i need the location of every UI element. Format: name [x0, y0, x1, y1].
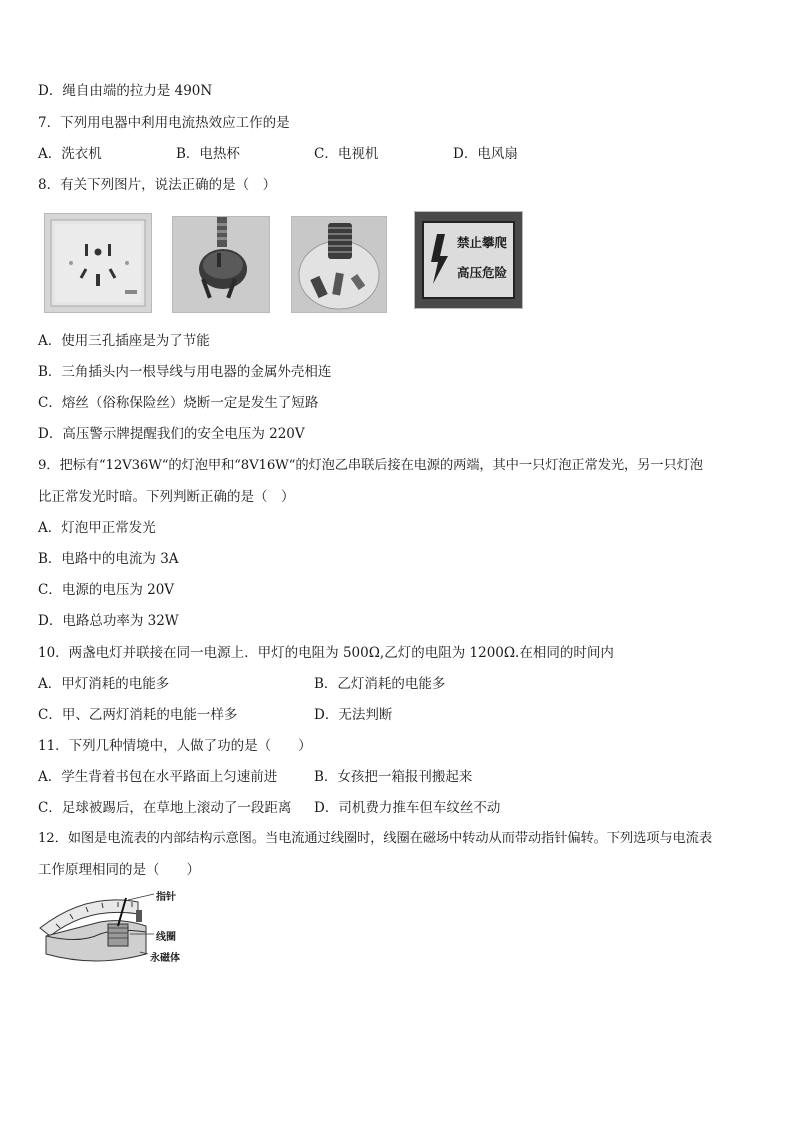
- q9-stem-line-2: 比正常发光时暗。下列判断正确的是（ ）: [38, 489, 295, 505]
- q7-stem: 7．下列用电器中利用电流热效应工作的是: [38, 115, 290, 131]
- q11-stem: 11．下列几种情境中，人做了功的是（ ）: [38, 738, 312, 754]
- q7-option-a: A．洗衣机: [38, 146, 102, 162]
- q10-option-c: C．甲、乙两灯消耗的电能一样多: [38, 707, 238, 723]
- q7-option-d: D．电风扇: [453, 146, 518, 162]
- q8-stem: 8．有关下列图片，说法正确的是（ ）: [38, 177, 277, 193]
- q11-option-b: B．女孩把一箱报刊搬起来: [314, 769, 473, 785]
- high-voltage-warning-sign-photo-icon: [414, 211, 523, 309]
- three-pin-plug-photo-icon: [172, 216, 270, 313]
- q10-option-d: D．无法判断: [314, 707, 393, 723]
- q11-option-c: C．足球被踢后，在草地上滚动了一段距离: [38, 800, 292, 816]
- q12-stem-line-1: 12．如图是电流表的内部结构示意图。当电流通过线圈时，线圈在磁场中转动从而带动指针偏转。下列选项与电流表: [38, 831, 712, 846]
- diagram-label-pointer: 指针: [156, 892, 176, 903]
- q7-option-b: B．电热杯: [176, 146, 240, 162]
- ammeter-structure-diagram-icon: [36, 888, 196, 970]
- fuse-wire-photo-icon: [291, 216, 387, 313]
- q8-option-b: B．三角插头内一根导线与用电器的金属外壳相连: [38, 364, 332, 380]
- q9-option-a: A．灯泡甲正常发光: [38, 520, 156, 536]
- q8-option-c: C．熔丝（俗称保险丝）烧断一定是发生了短路: [38, 395, 319, 411]
- warning-sign-text-1: 禁止攀爬: [457, 235, 508, 250]
- q8-option-d: D．高压警示牌提醒我们的安全电压为 220V: [38, 426, 305, 442]
- q9-option-c: C．电源的电压为 20V: [38, 582, 175, 598]
- socket-outlet-photo-icon: [44, 213, 152, 313]
- diagram-label-coil: 线圈: [156, 932, 176, 943]
- q8-option-a: A．使用三孔插座是为了节能: [38, 333, 210, 349]
- q11-option-d: D．司机费力推车但车纹丝不动: [314, 800, 501, 816]
- q9-stem-line-1: 9．把标有“12V36W“的灯泡甲和“8V16W“的灯泡乙串联后接在电源的两端，其中一只灯泡正常发光，另一只灯泡: [38, 458, 703, 473]
- q7-option-c: C．电视机: [314, 146, 379, 162]
- q11-option-a: A．学生背着书包在水平路面上匀速前进: [38, 769, 278, 785]
- q9-option-b: B．电路中的电流为 3A: [38, 551, 179, 567]
- q6-option-d: D．绳自由端的拉力是 490N: [38, 83, 213, 99]
- q10-option-b: B．乙灯消耗的电能多: [314, 676, 446, 692]
- q9-option-d: D．电路总功率为 32W: [38, 613, 179, 629]
- q10-stem: 10．两盏电灯并联接在同一电源上．甲灯的电阻为 500Ω,乙灯的电阻为 1200Ω.在相同的时间内: [38, 645, 614, 661]
- diagram-label-magnet: 永磁体: [150, 953, 180, 964]
- q10-option-a: A．甲灯消耗的电能多: [38, 676, 170, 692]
- warning-sign-text-2: 高压危险: [457, 265, 508, 280]
- q12-stem-line-2: 工作原理相同的是（ ）: [38, 862, 200, 878]
